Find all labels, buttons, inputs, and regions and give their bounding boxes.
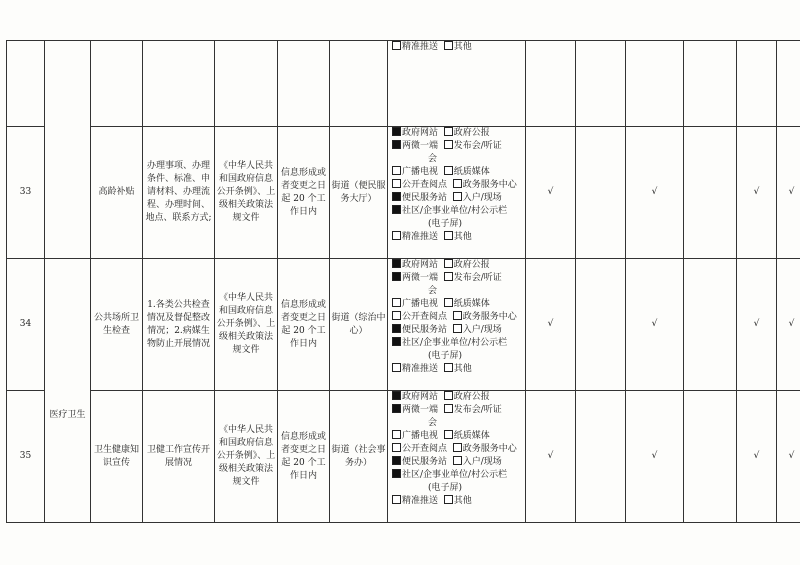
channel-label: 广播电视: [402, 167, 439, 177]
channel-line: [392, 153, 521, 166]
channel-label: 两微一端: [402, 273, 439, 283]
channel-label: 两微一端: [402, 405, 439, 415]
checked-box-icon: [392, 140, 401, 149]
checked-box-icon: [392, 456, 401, 465]
table-row: [7, 127, 800, 259]
empty-box-icon: [444, 404, 453, 413]
check-cell: [777, 259, 800, 391]
check-mark: √: [788, 451, 795, 461]
empty-box-icon: [392, 495, 401, 504]
channels-cell: [388, 127, 526, 259]
field-cell: 医疗卫生: [45, 259, 91, 523]
channel-label: 精准推送: [402, 364, 439, 374]
check-mark: √: [547, 451, 554, 461]
channel-label: 会: [428, 154, 438, 164]
channel-label: 其他: [453, 232, 472, 242]
channel-label: (电子屏): [428, 219, 463, 229]
channel-line: [392, 443, 521, 456]
channel-label: 会: [428, 286, 438, 296]
table-cell: [330, 41, 388, 127]
check-mark: √: [753, 319, 760, 329]
empty-box-icon: [453, 311, 462, 320]
channels-cell: [388, 259, 526, 391]
field-cell-upper: [45, 41, 91, 259]
channel-line: [392, 179, 521, 192]
table-cell: [278, 41, 330, 127]
check-cell: [576, 259, 626, 391]
empty-box-icon: [392, 166, 401, 175]
channel-label: 精准推送: [402, 496, 439, 506]
check-mark: √: [651, 451, 658, 461]
check-mark: √: [753, 187, 760, 197]
empty-box-icon: [444, 495, 453, 504]
channel-line: [392, 259, 521, 272]
channel-line: [392, 430, 521, 443]
check-cell: [684, 259, 737, 391]
empty-box-icon: [444, 41, 453, 50]
channel-label: 发布会/听证: [453, 405, 502, 415]
channel-line: [392, 324, 521, 337]
check-mark: √: [547, 187, 554, 197]
subject-cell: 街道（综治中心）: [330, 259, 388, 391]
channel-line: [392, 127, 521, 140]
check-cell: [777, 391, 800, 523]
channel-line: [392, 298, 521, 311]
channel-line: [392, 166, 521, 179]
empty-box-icon: [444, 391, 453, 400]
empty-box-icon: [392, 443, 401, 452]
item-cell: 卫生健康知识宣传: [91, 391, 143, 523]
channel-label: (电子屏): [428, 351, 463, 361]
check-mark: √: [651, 187, 658, 197]
checked-box-icon: [392, 272, 401, 281]
check-cell: [526, 127, 576, 259]
check-cell: [684, 391, 737, 523]
check-cell: [576, 391, 626, 523]
check-mark: √: [753, 451, 760, 461]
channel-line: [392, 311, 521, 324]
empty-box-icon: [444, 231, 453, 240]
channel-label: 政府网站: [402, 392, 439, 402]
empty-box-icon: [453, 443, 462, 452]
table-row: [7, 41, 800, 127]
item-cell: 公共场所卫生检查: [91, 259, 143, 391]
channel-label: 纸质媒体: [453, 167, 490, 177]
channel-line: [392, 337, 521, 350]
empty-box-icon: [453, 324, 462, 333]
empty-box-icon: [392, 311, 401, 320]
channel-label: 政务服务中心: [462, 312, 517, 322]
channel-label: 便民服务站: [402, 325, 448, 335]
channel-line: [392, 391, 521, 404]
channel-label: 便民服务站: [402, 193, 448, 203]
row-number-cell: 35: [7, 391, 45, 523]
table-cell: [388, 41, 526, 127]
empty-box-icon: [444, 363, 453, 372]
table-cell: [777, 41, 800, 127]
channel-label: 入户/现场: [462, 325, 502, 335]
empty-box-icon: [392, 231, 401, 240]
table-cell: [7, 41, 45, 127]
empty-box-icon: [392, 363, 401, 372]
table-cell: [737, 41, 777, 127]
empty-box-icon: [392, 41, 401, 50]
empty-box-icon: [444, 166, 453, 175]
item-cell: 高龄补贴: [91, 127, 143, 259]
channel-line: [392, 456, 521, 469]
empty-box-icon: [444, 272, 453, 281]
checked-box-icon: [392, 192, 401, 201]
channel-line: [392, 285, 521, 298]
channel-label: 政府公报: [453, 260, 490, 270]
table-cell: [526, 41, 576, 127]
table-cell: [626, 41, 684, 127]
time-cell: 信息形成或者变更之日起 20 个工作日内: [278, 391, 330, 523]
subject-cell: 街道（便民服务大厅）: [330, 127, 388, 259]
check-cell: [777, 127, 800, 259]
channel-line: [392, 192, 521, 205]
channel-label: 发布会/听证: [453, 273, 502, 283]
content-cell: 卫健工作宣传开展情况: [143, 391, 215, 523]
check-cell: [626, 259, 684, 391]
channel-label: 两微一端: [402, 141, 439, 151]
checked-box-icon: [392, 259, 401, 268]
channel-label: 纸质媒体: [453, 431, 490, 441]
empty-box-icon: [444, 140, 453, 149]
channel-label: 入户/现场: [462, 193, 502, 203]
channel-line: [392, 495, 521, 508]
channel-label: 其他: [453, 42, 472, 52]
channel-label: 公开查阅点: [402, 444, 448, 454]
channel-line: [392, 205, 521, 218]
channels-cell: [388, 391, 526, 523]
empty-box-icon: [392, 430, 401, 439]
channel-line: [392, 363, 521, 376]
channel-label: 政府网站: [402, 128, 439, 138]
channel-line: [392, 218, 521, 231]
channel-line: [392, 482, 521, 495]
channel-label: 政府网站: [402, 260, 439, 270]
channel-label: (电子屏): [428, 483, 463, 493]
check-cell: [737, 259, 777, 391]
empty-box-icon: [444, 430, 453, 439]
channel-line: [392, 272, 521, 285]
table-cell: [215, 41, 278, 127]
empty-box-icon: [392, 298, 401, 307]
empty-box-icon: [444, 127, 453, 136]
basis-cell: 《中华人民共和国政府信息公开条例》、上级相关政策法规文件: [215, 391, 278, 523]
subject-cell: 街道（社会事务办）: [330, 391, 388, 523]
table-cell: [684, 41, 737, 127]
channel-label: 其他: [453, 364, 472, 374]
channel-label: 政务服务中心: [462, 444, 517, 454]
check-cell: [526, 259, 576, 391]
table-cell: [143, 41, 215, 127]
check-cell: [737, 127, 777, 259]
check-mark: √: [651, 319, 658, 329]
check-mark: √: [547, 319, 554, 329]
channel-label: 精准推送: [402, 232, 439, 242]
check-mark: √: [788, 319, 795, 329]
channel-label: 社区/企事业单位/村公示栏: [402, 470, 508, 480]
check-cell: [626, 127, 684, 259]
channel-label: 广播电视: [402, 299, 439, 309]
channel-label: 发布会/听证: [453, 141, 502, 151]
time-cell: 信息形成或者变更之日起 20 个工作日内: [278, 127, 330, 259]
checked-box-icon: [392, 469, 401, 478]
channel-label: 公开查阅点: [402, 312, 448, 322]
check-cell: [626, 391, 684, 523]
checked-box-icon: [392, 324, 401, 333]
channel-label: 政府公报: [453, 128, 490, 138]
channel-line: [392, 140, 521, 153]
channel-label: 其他: [453, 496, 472, 506]
channel-label: 广播电视: [402, 431, 439, 441]
channel-label: 社区/企事业单位/村公示栏: [402, 338, 508, 348]
channel-line: [392, 417, 521, 430]
channel-line: [392, 350, 521, 363]
content-cell: 办理事项、办理条件、标准、申请材料、办理流程、办理时间、地点、联系方式;: [143, 127, 215, 259]
basis-cell: 《中华人民共和国政府信息公开条例》、上级相关政策法规文件: [215, 259, 278, 391]
basis-cell: 《中华人民共和国政府信息公开条例》、上级相关政策法规文件: [215, 127, 278, 259]
empty-box-icon: [392, 179, 401, 188]
check-cell: [576, 127, 626, 259]
channel-label: 政务服务中心: [462, 180, 517, 190]
channel-line: [392, 469, 521, 482]
empty-box-icon: [453, 179, 462, 188]
empty-box-icon: [444, 298, 453, 307]
check-cell: [526, 391, 576, 523]
table-cell: [91, 41, 143, 127]
disclosure-table: [6, 40, 800, 523]
channel-label: 便民服务站: [402, 457, 448, 467]
channel-label: 入户/现场: [462, 457, 502, 467]
channel-line: [392, 404, 521, 417]
time-cell: 信息形成或者变更之日起 20 个工作日内: [278, 259, 330, 391]
empty-box-icon: [453, 456, 462, 465]
checked-box-icon: [392, 205, 401, 214]
content-cell: 1.各类公共检查情况及督促整改情况；2.病媒生物防止开展情况: [143, 259, 215, 391]
empty-box-icon: [444, 259, 453, 268]
channel-label: 纸质媒体: [453, 299, 490, 309]
table-row: [7, 391, 800, 523]
check-cell: [737, 391, 777, 523]
channel-label: 会: [428, 418, 438, 428]
check-cell: [684, 127, 737, 259]
row-number-cell: 34: [7, 259, 45, 391]
checked-box-icon: [392, 127, 401, 136]
channel-label: 社区/企事业单位/村公示栏: [402, 206, 508, 216]
channel-line: [392, 41, 521, 54]
channel-label: 公开查阅点: [402, 180, 448, 190]
table-row: [7, 259, 800, 391]
checked-box-icon: [392, 404, 401, 413]
channel-label: 政府公报: [453, 392, 490, 402]
checked-box-icon: [392, 391, 401, 400]
empty-box-icon: [453, 192, 462, 201]
table-cell: [576, 41, 626, 127]
channel-label: 精准推送: [402, 42, 439, 52]
checked-box-icon: [392, 337, 401, 346]
row-number-cell: 33: [7, 127, 45, 259]
check-mark: √: [788, 187, 795, 197]
channel-line: [392, 231, 521, 244]
